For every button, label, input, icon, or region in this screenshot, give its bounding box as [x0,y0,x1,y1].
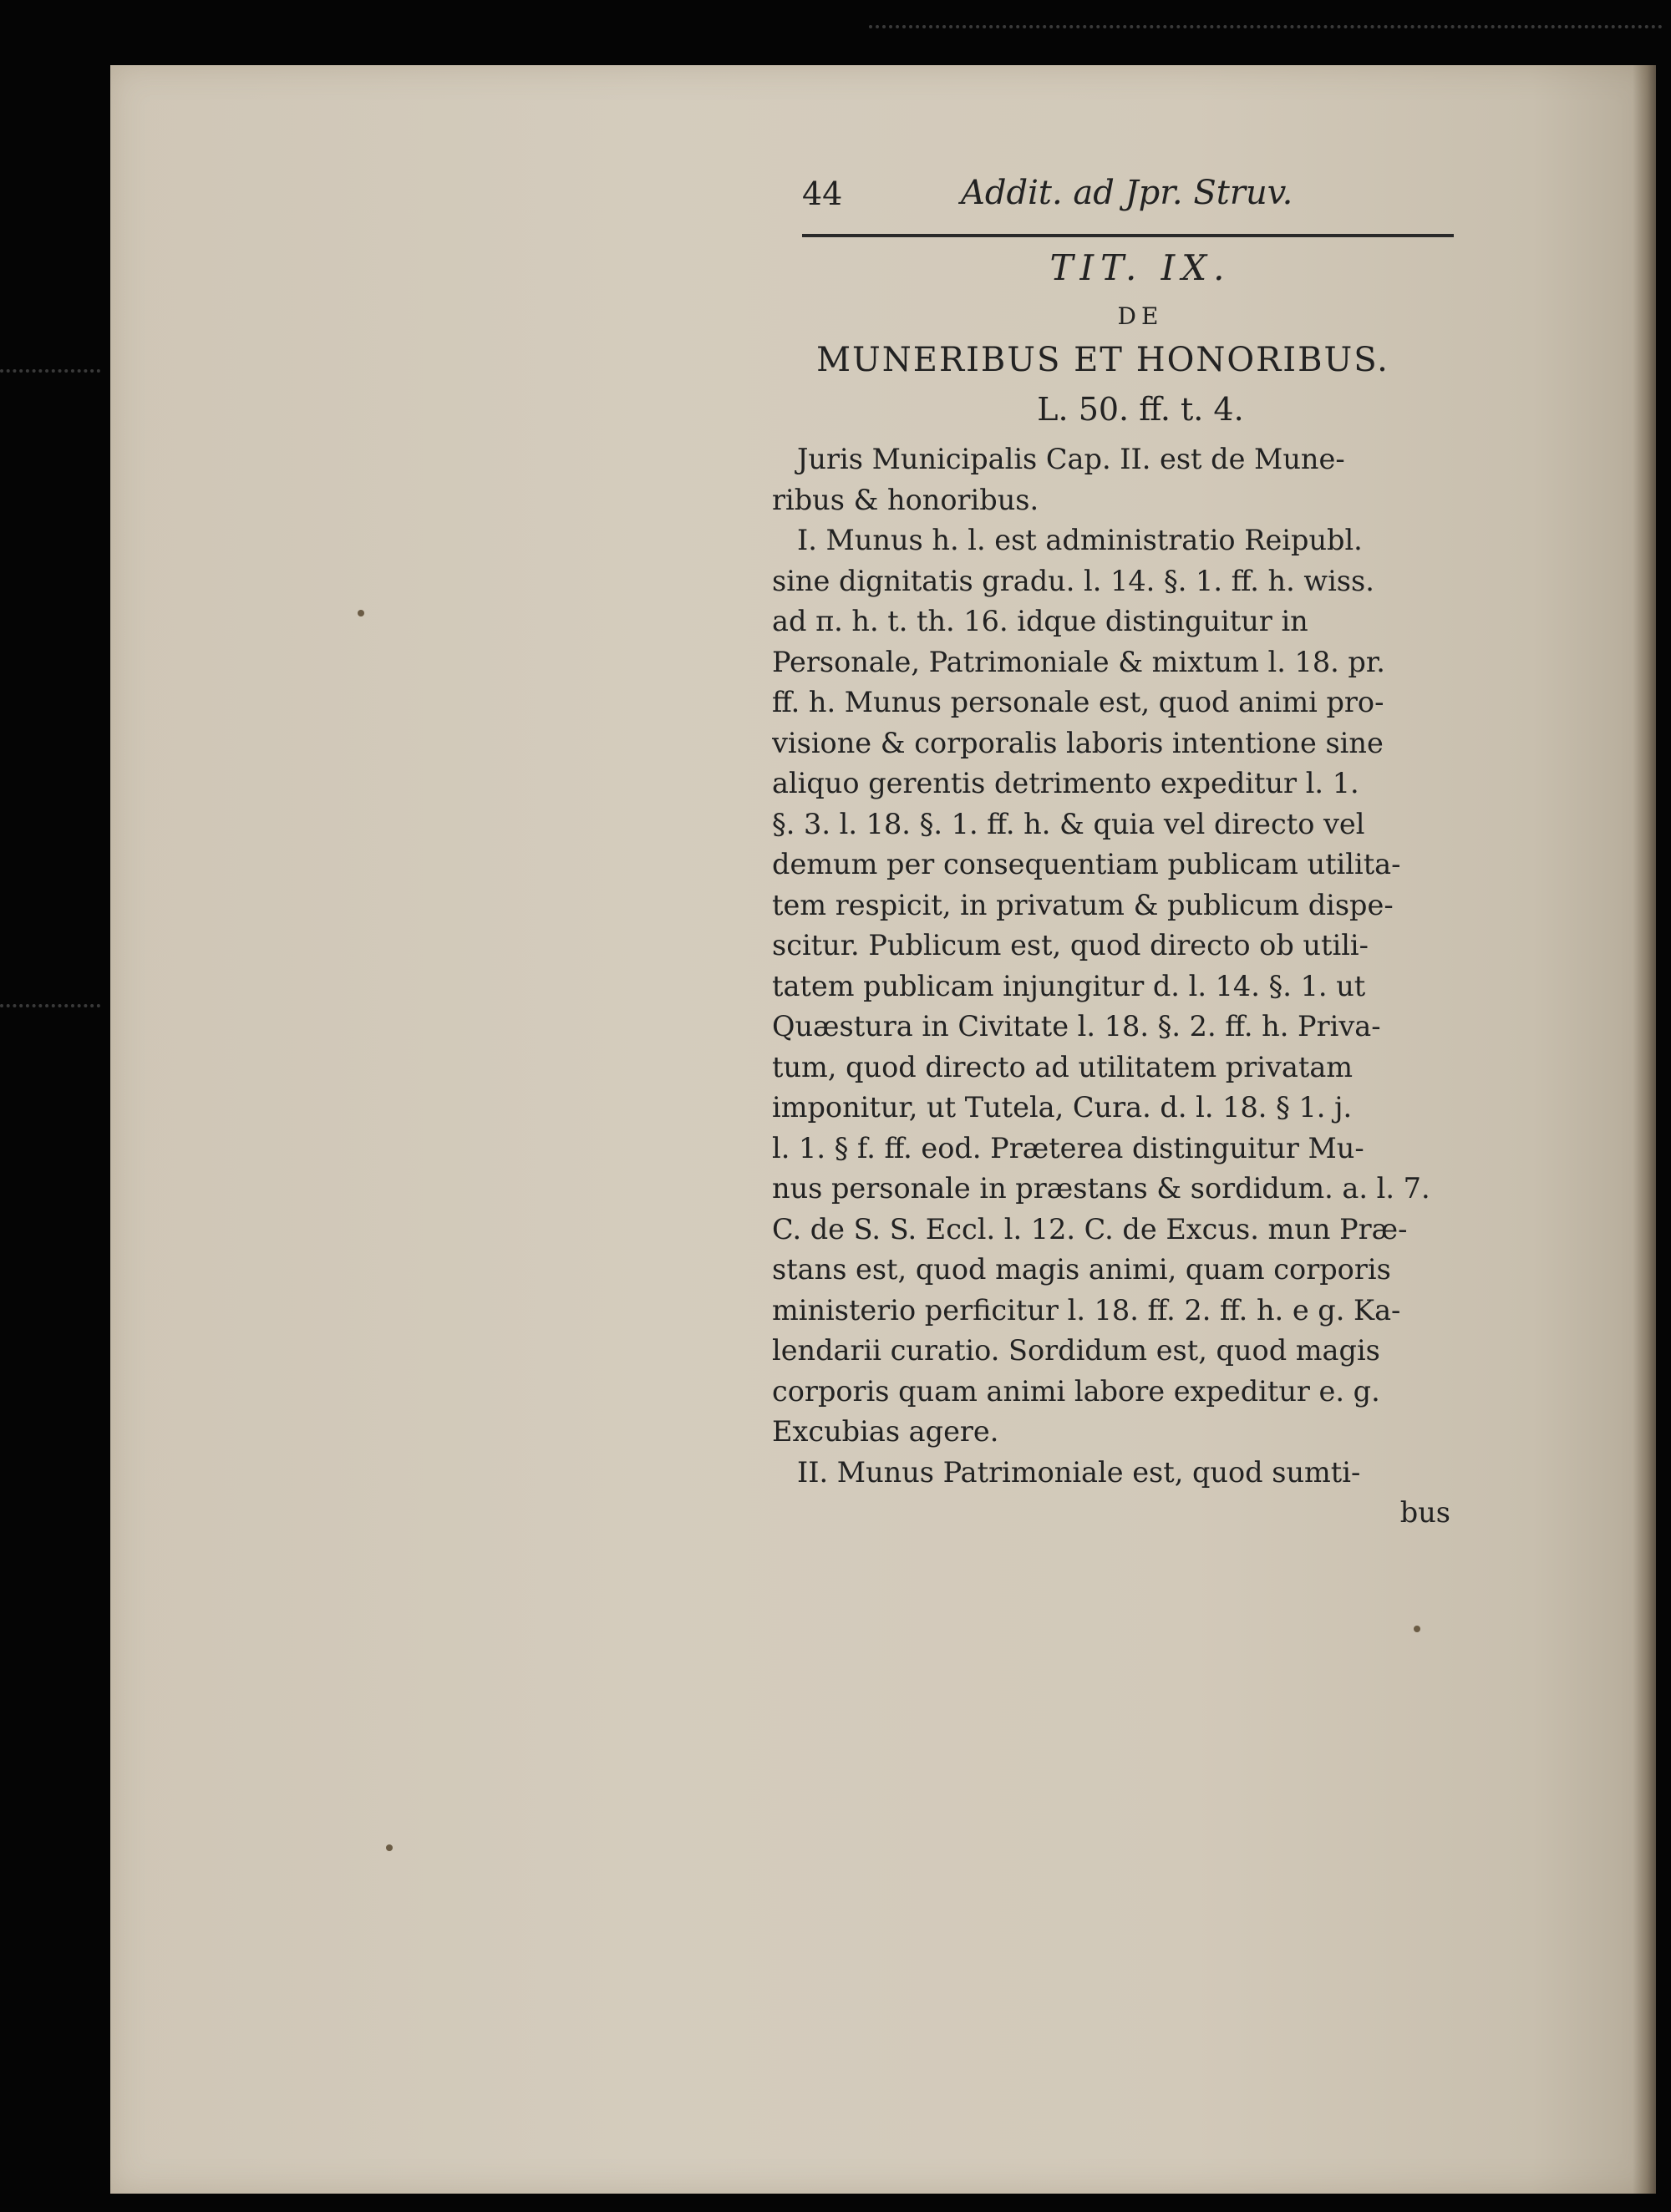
text-line: tatem publicam injungitur d. l. 14. §. 1. ut [772,969,1366,1002]
scan-border-dots-left-upper [0,369,100,376]
running-title: Addit. ad Jpr. Struv. [961,174,1293,212]
scan-border-dots-top [869,25,1663,32]
text-line: ribus & honoribus. [772,483,1039,516]
text-line: corporis quam animi labore expeditur e. g. [772,1374,1380,1408]
section-title: MUNERIBUS ET HONORIBUS. [816,341,1389,379]
title-de: DE [1117,302,1164,330]
title-number: TIT. IX. [1049,247,1232,288]
text-line: §. 3. l. 18. §. 1. ff. h. & quia vel directo vel [772,807,1365,840]
text-line: demum per consequentiam publicam utilita- [772,848,1401,880]
text-line: Quæstura in Civitate l. 18. §. 2. ff. h. Priva- [772,1010,1381,1043]
text-line: l. 1. § f. ff. eod. Præterea distinguitur Mu- [772,1131,1364,1164]
page-edge-shadow [1633,65,1656,2194]
paper-spot [358,610,364,616]
text-line: sine dignitatis gradu. l. 14. §. 1. ff. h. wiss. [772,564,1374,597]
scan-border-dots-left-lower [0,1004,100,1011]
body-text [772,439,1454,1493]
text-line: C. de S. S. Eccl. l. 12. C. de Excus. mun Præ- [772,1212,1408,1246]
text-line: aliquo gerentis detrimento expeditur l. 1. [772,767,1359,799]
page-text-block [772,167,1454,1534]
text-line: ff. h. Munus personale est, quod animi pro- [772,686,1384,718]
text-line: ad π. h. t. th. 16. idque distinguitur in [772,605,1308,637]
text-line: imponitur, ut Tutela, Cura. d. l. 18. § 1. j. [772,1091,1353,1124]
text-line: nus personale in præstans & sordidum. a. l. 7. [772,1172,1430,1205]
page-number: 44 [802,175,843,212]
text-line: stans est, quod magis animi, quam corporis [772,1253,1391,1286]
text-line: scitur. Publicum est, quod directo ob utili- [772,929,1369,961]
text-line: Excubias agere. [772,1415,999,1448]
paper-spot [386,1844,393,1851]
text-line: tum, quod directo ad utilitatem privatam [772,1050,1354,1083]
title-reference: L. 50. ff. t. 4. [1037,391,1244,428]
text-line: Juris Municipalis Cap. II. est de Mune- [797,443,1345,475]
catchword: bus [1399,1496,1450,1529]
running-header [802,167,1454,237]
text-line: Personale, Patrimoniale & mixtum l. 18. pr. [772,645,1385,678]
text-line: lendarii curatio. Sordidum est, quod magis [772,1334,1380,1367]
paper-spot [1414,1626,1420,1632]
text-line: visione & corporalis laboris intentione sine [772,726,1384,759]
text-line: II. Munus Patrimoniale est, quod sumti- [797,1455,1361,1489]
text-line: tem respicit, in privatum & publicum dispe- [772,888,1394,921]
text-line: I. Munus h. l. est administratio Reipubl. [797,524,1363,556]
text-line: ministerio perficitur l. 18. ff. 2. ff. h. e g. Ka- [772,1293,1401,1327]
